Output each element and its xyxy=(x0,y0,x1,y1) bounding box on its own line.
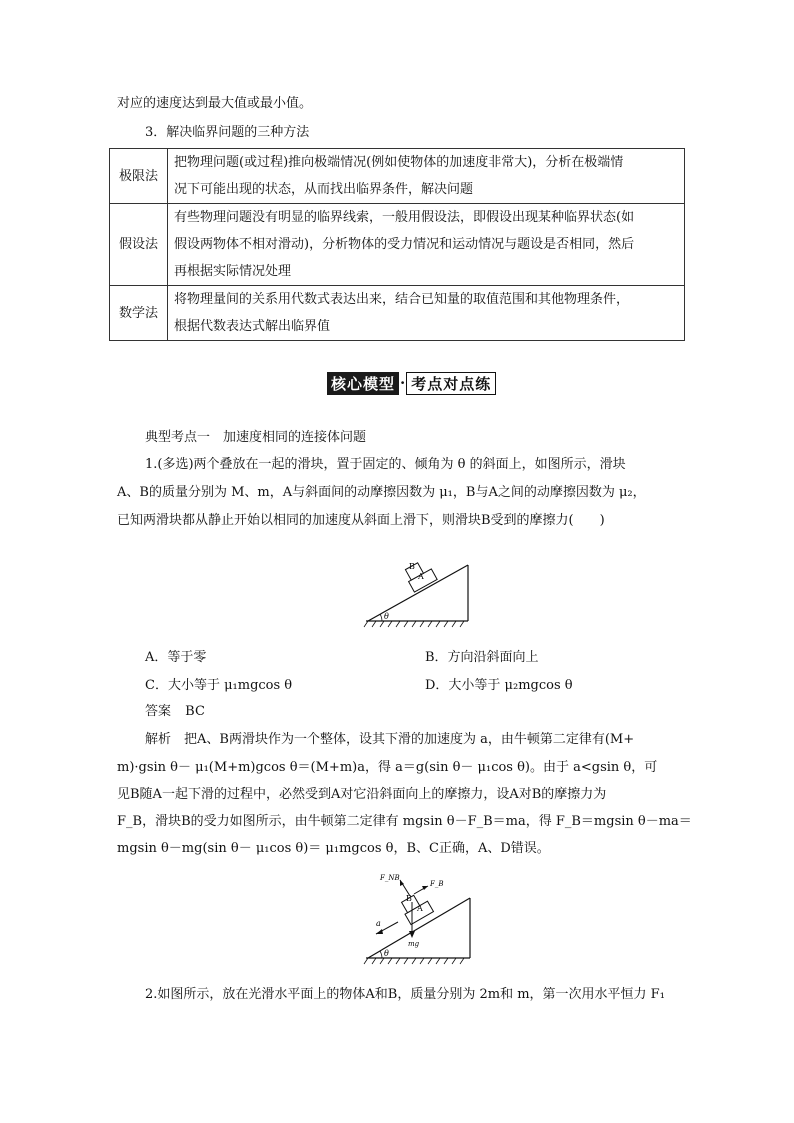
gravity-label: mg xyxy=(408,940,420,948)
method-description xyxy=(168,204,685,286)
section-header xyxy=(327,372,496,394)
method-name: 假设法 xyxy=(110,204,168,286)
description-line: 假设两物体不相对滑动)，分析物体的受力情况和运动情况与题设是否相同，然后 xyxy=(174,237,635,252)
analysis-line: 解析 把A、B两滑块作为一个整体，设其下滑的加速度为 a，由牛顿第二定律有(M+ xyxy=(145,732,635,747)
analysis-line: mgsin θ－mg(sin θ－ μ₁cos θ)＝ μ₁mgcos θ，B、C正确，A、D错误。 xyxy=(117,841,550,856)
q1-stem-line: 1.(多选)两个叠放在一起的滑块，置于固定的、倾角为 θ 的斜面上，如图所示，滑块 xyxy=(145,457,626,472)
methods-heading: 3．解决临界问题的三种方法 xyxy=(145,125,310,140)
block-a-label: A xyxy=(417,904,423,913)
topic-title: 典型考点一 加速度相同的连接体问题 xyxy=(145,430,367,445)
option-b: B．方向沿斜面向上 xyxy=(425,650,539,665)
option-d: D．大小等于 μ₂mgcos θ xyxy=(425,678,573,693)
table-row xyxy=(110,286,685,341)
method-description xyxy=(168,286,685,341)
angle-label: θ xyxy=(384,949,389,958)
block-b-label: B xyxy=(406,894,412,903)
answer-label: 答案 xyxy=(145,704,172,719)
force-diagram xyxy=(362,868,474,968)
answer-value: BC xyxy=(185,704,205,719)
option-c: C．大小等于 μ₁mgcos θ xyxy=(145,678,293,693)
method-name: 数学法 xyxy=(110,286,168,341)
description-line: 再根据实际情况处理 xyxy=(174,264,292,279)
intro-line: 对应的速度达到最大值或最小值。 xyxy=(117,96,313,111)
friction-label: F_B xyxy=(430,880,444,888)
acceleration-label: a xyxy=(376,919,381,928)
analysis-line: m)·gsin θ－ μ₁(M+m)gcos θ＝(M+m)a，得 a＝g(sin θ－ μ₁cos θ)。由于 a<gsin θ，可 xyxy=(117,760,658,775)
q1-stem-line: A、B的质量分别为 M、m，A与斜面间的动摩擦因数为 μ₁，B与A之间的动摩擦因数为 μ₂， xyxy=(117,485,646,500)
answer xyxy=(145,703,205,721)
method-description xyxy=(168,149,685,204)
q1-stem-line: 已知两滑块都从静止开始以相同的加速度从斜面上滑下，则滑块B受到的摩擦力( ) xyxy=(117,513,605,528)
methods-table xyxy=(109,148,685,341)
option-a: A．等于零 xyxy=(145,650,207,665)
incline-figure xyxy=(362,545,472,630)
normal-force-label: F_NB xyxy=(380,874,400,882)
block-a-label: A xyxy=(418,572,424,581)
analysis-line: 见B随A一起下滑的过程中，必然受到A对它沿斜面向上的摩擦力，设A对B的摩擦力为 xyxy=(117,787,607,802)
angle-label: θ xyxy=(384,612,389,621)
section-header-right: 考点对点练 xyxy=(406,372,496,395)
section-header-left: 核心模型 xyxy=(327,372,399,395)
method-name: 极限法 xyxy=(110,149,168,204)
description-line: 况下可能出现的状态，从而找出临界条件，解决问题 xyxy=(174,182,474,197)
table-row xyxy=(110,204,685,286)
block-b-label: B xyxy=(409,562,415,571)
description-line: 将物理量间的关系用代数式表达出来，结合已知量的取值范围和其他物理条件， xyxy=(174,292,630,307)
description-line: 根据代数表达式解出临界值 xyxy=(174,319,331,334)
section-header-dot: · xyxy=(400,374,406,392)
description-line: 有些物理问题没有明显的临界线索，一般用假设法，即假设出现某种临界状态(如 xyxy=(174,210,635,225)
table-row xyxy=(110,149,685,204)
description-line: 把物理问题(或过程)推向极端情况(例如使物体的加速度非常大)，分析在极端情 xyxy=(174,155,624,170)
q2-stem: 2.如图所示，放在光滑水平面上的物体A和B，质量分别为 2m和 m，第一次用水平恒力 F₁ xyxy=(145,987,665,1002)
analysis-line: F_B，滑块B的受力如图所示，由牛顿第二定律有 mgsin θ－F_B＝ma，得 F_B＝mgsin θ－ma＝ xyxy=(117,814,692,829)
